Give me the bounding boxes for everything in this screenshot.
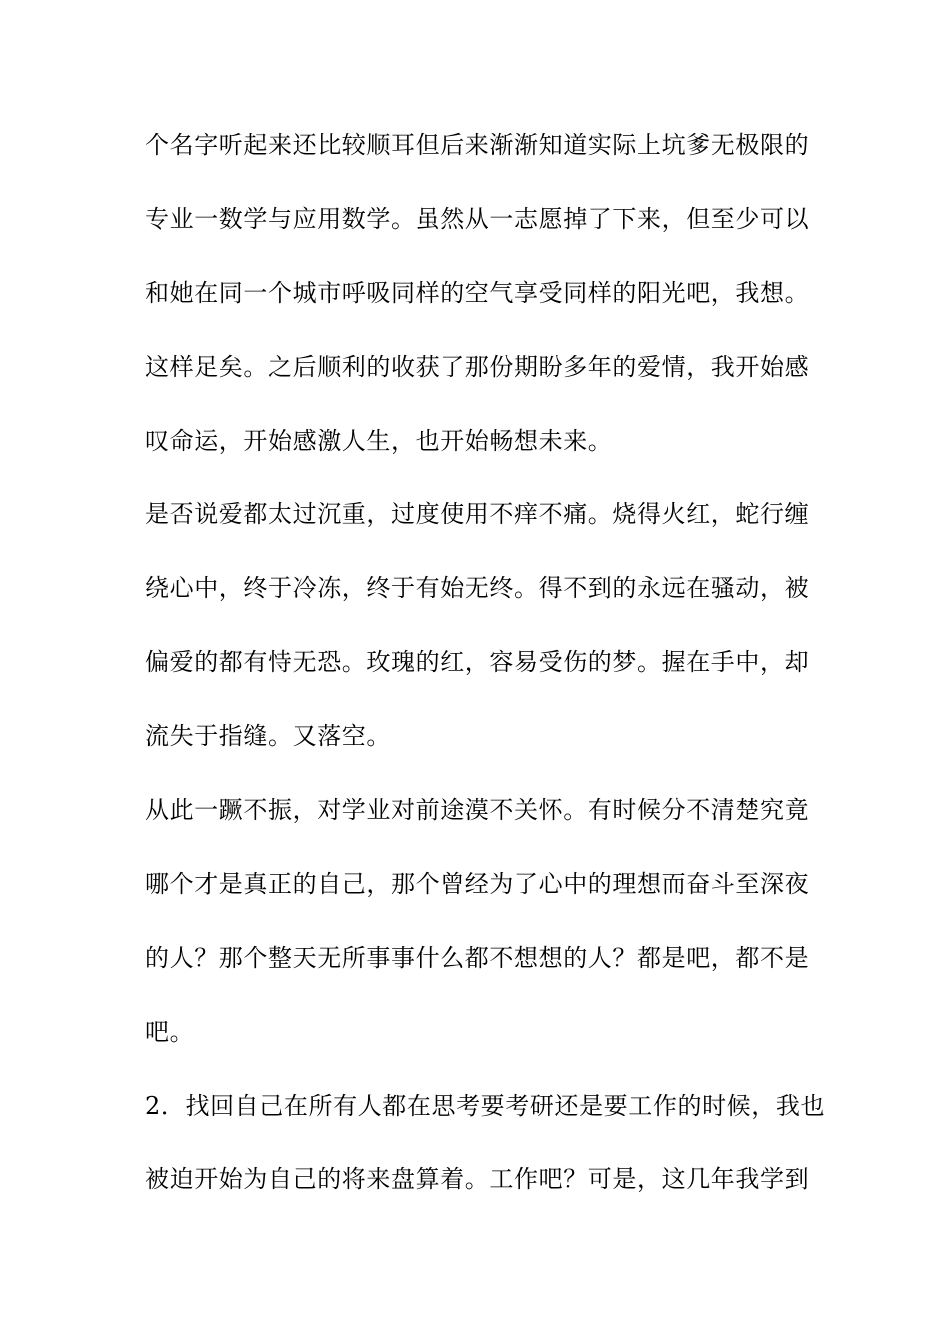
text-line: 偏爱的都有恃无恐。玫瑰的红，容易受伤的梦。握在手中，却 [145, 648, 810, 677]
text-line: 被迫开始为自己的将来盘算着。工作吧？可是，这几年我学到 [145, 1165, 810, 1194]
text-line: 哪个才是真正的自己，那个曾经为了心中的理想而奋斗至深夜 [145, 869, 810, 898]
text-line: 吧。 [145, 1017, 195, 1046]
text-line: 是否说爱都太过沉重，过度使用不痒不痛。烧得火红，蛇行缠 [145, 500, 810, 529]
text-line: 个名字听起来还比较顺耳但后来渐渐知道实际上坑爹无极限的 [145, 131, 810, 159]
text-line: 的人？那个整天无所事事什么都不想想的人？都是吧，都不是 [145, 943, 810, 972]
text-line: 这样足矣。之后顺利的收获了那份期盼多年的爱情，我开始感 [145, 352, 810, 381]
text-line: 绕心中，终于冷冻，终于有始无终。得不到的永远在骚动，被 [145, 574, 810, 603]
text-line: 2．找回自己在所有人都在思考要考研还是要工作的时候，我也 [145, 1091, 826, 1120]
text-line: 从此一蹶不振，对学业对前途漠不关怀。有时候分不清楚究竟 [145, 796, 810, 825]
text-line: 流失于指缝。又落空。 [145, 722, 391, 751]
body-text [145, 131, 826, 1194]
text-line: 专业一数学与应用数学。虽然从一志愿掉了下来，但至少可以 [145, 204, 810, 233]
text-line: 和她在同一个城市呼吸同样的空气享受同样的阳光吧，我想。 [145, 278, 810, 307]
text-line: 叹命运，开始感激人生，也开始畅想未来。 [145, 426, 613, 455]
